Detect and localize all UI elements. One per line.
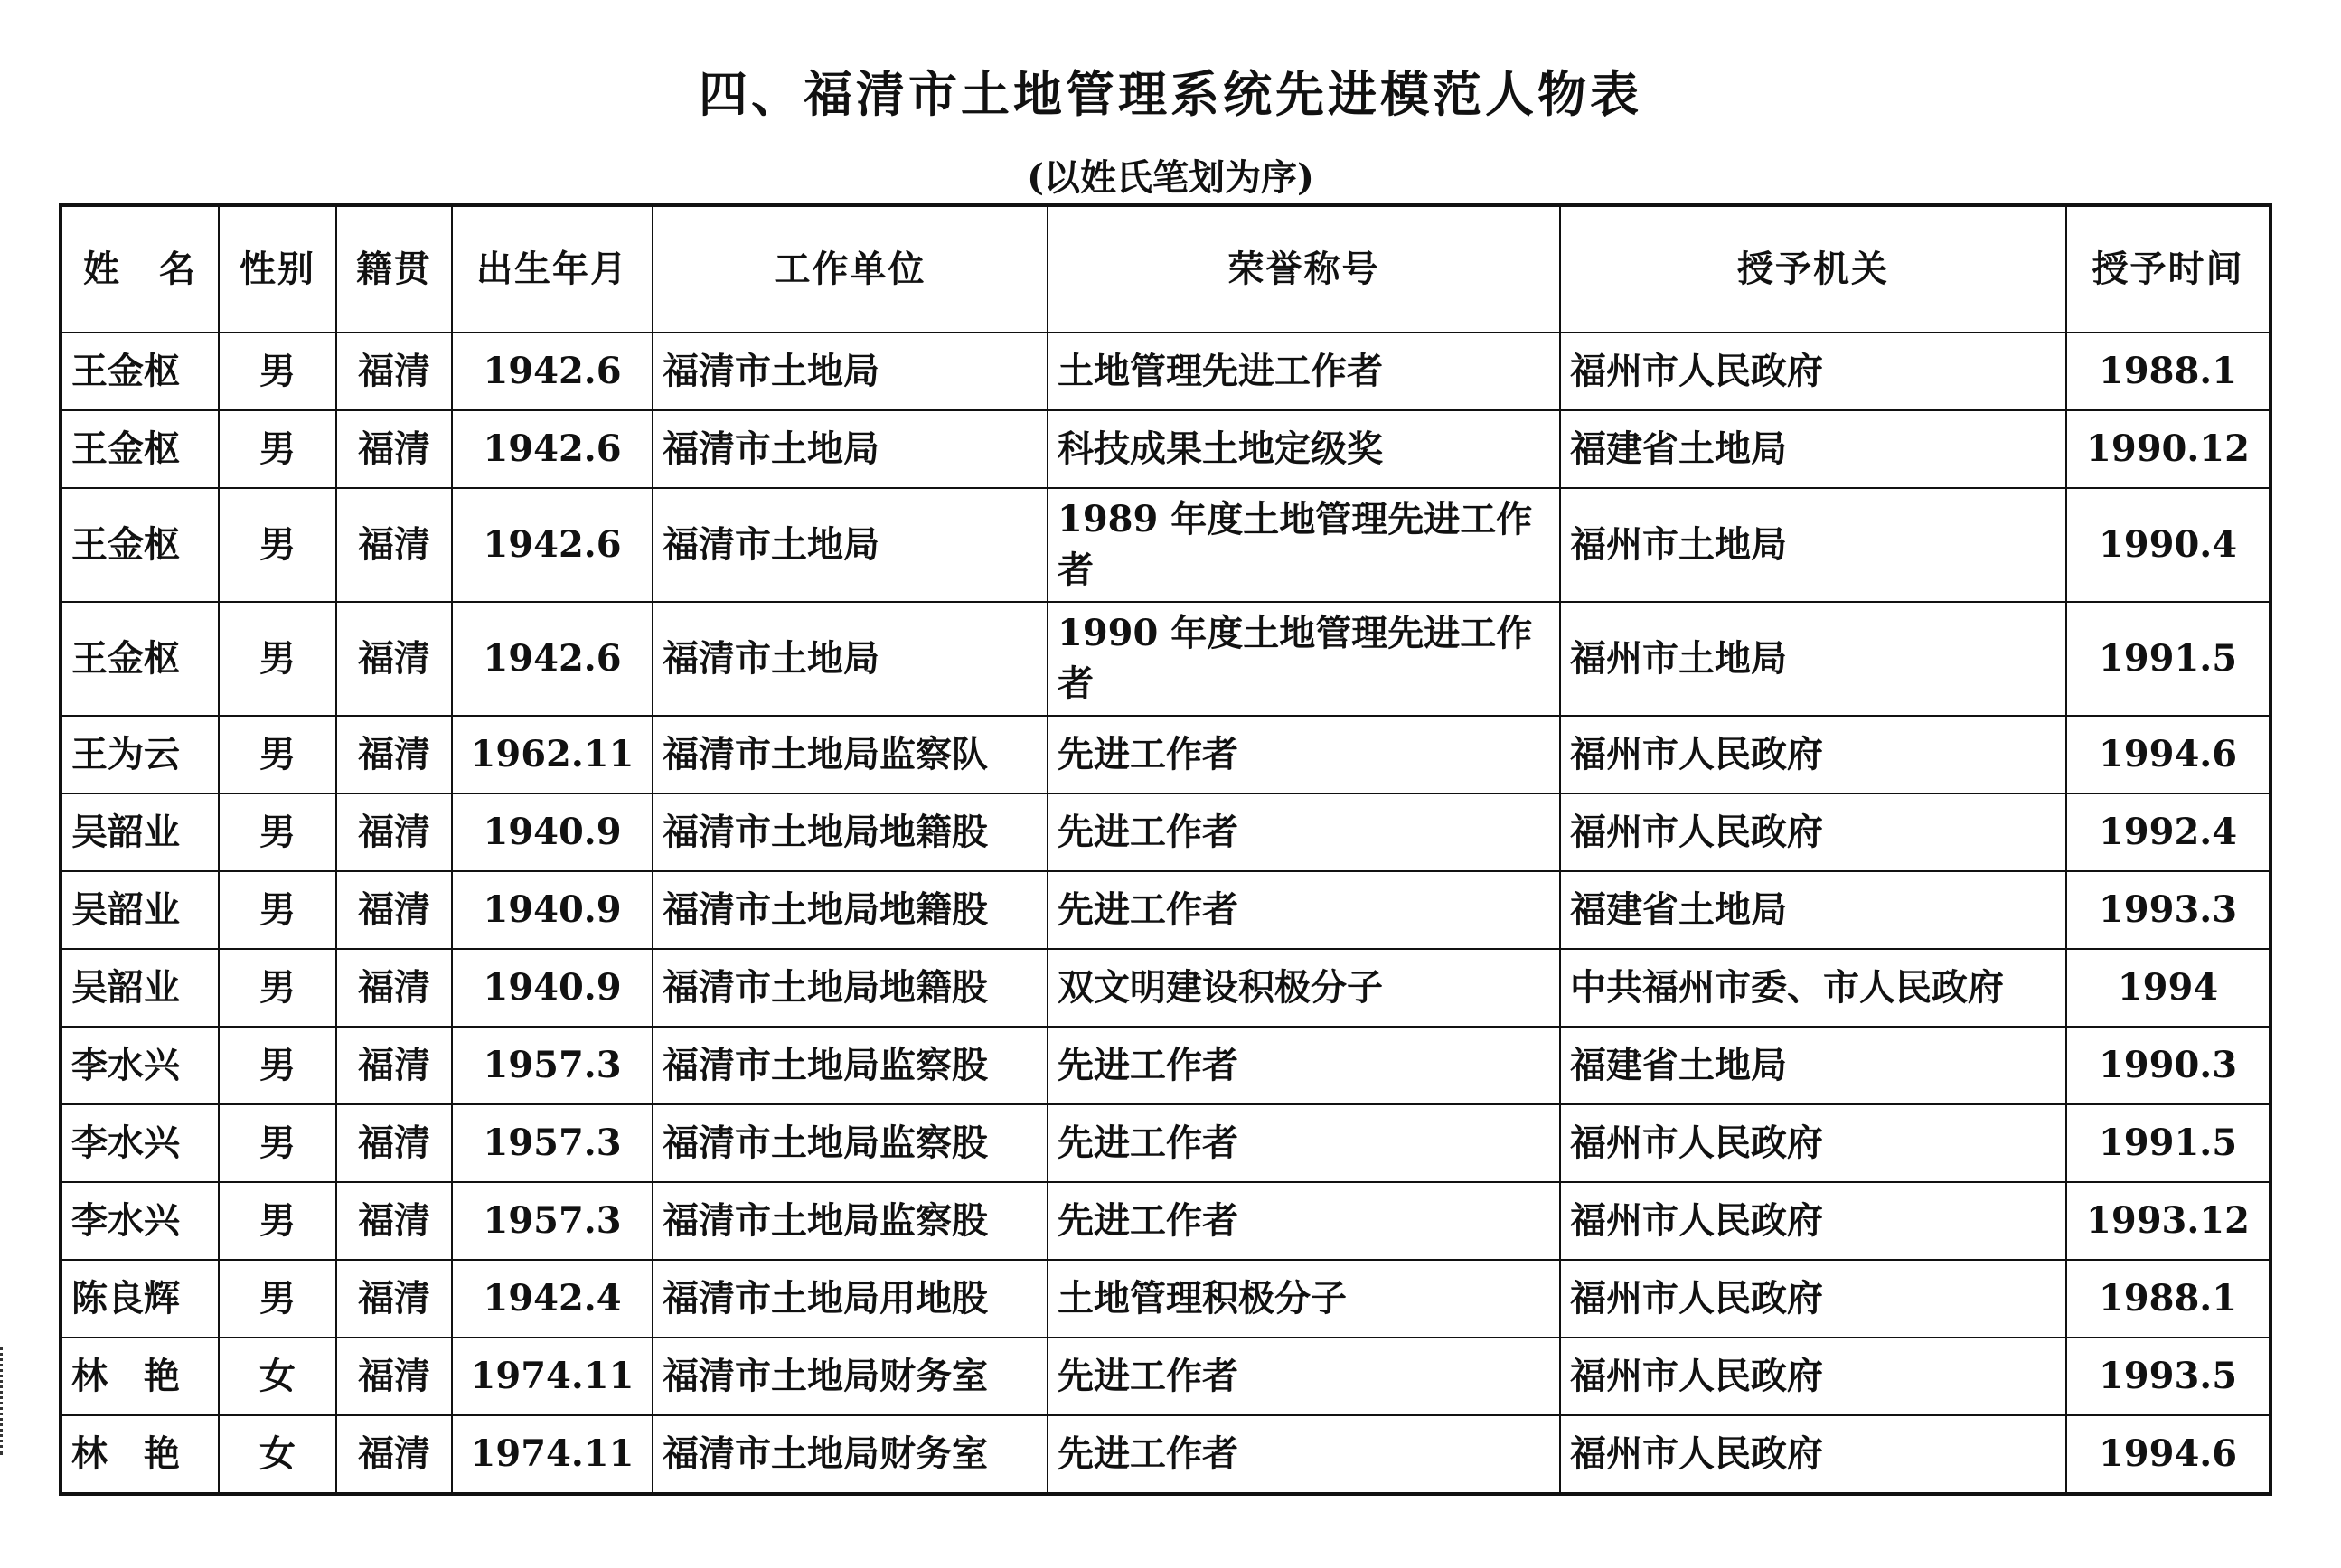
cell-native-place: 福清 [336,716,452,793]
cell-work-unit: 福清市土地局 [653,410,1048,488]
cell-native-place: 福清 [336,1338,452,1415]
cell-honor-title: 双文明建设积极分子 [1048,949,1560,1027]
table-row [61,1104,2270,1182]
cell-granting-authority: 福州市土地局 [1560,488,2066,602]
cell-granting-authority: 福州市人民政府 [1560,716,2066,793]
table-row [61,716,2270,793]
cell-honor-title: 1990 年度土地管理先进工作者 [1048,602,1560,716]
cell-granting-authority: 福州市人民政府 [1560,1415,2066,1494]
table-row [61,949,2270,1027]
cell-grant-date: 1990.4 [2066,488,2270,602]
cell-gender: 男 [219,1182,336,1260]
cell-gender: 女 [219,1338,336,1415]
cell-grant-date: 1988.1 [2066,1260,2270,1338]
cell-gender: 男 [219,716,336,793]
cell-name: 王为云 [61,716,219,793]
header-gender: 性别 [219,205,336,333]
header-native-place: 籍贯 [336,205,452,333]
table-row [61,1027,2270,1104]
cell-honor-title: 科技成果土地定级奖 [1048,410,1560,488]
cell-work-unit: 福清市土地局 [653,488,1048,602]
cell-work-unit: 福清市土地局财务室 [653,1415,1048,1494]
cell-grant-date: 1990.12 [2066,410,2270,488]
cell-work-unit: 福清市土地局监察队 [653,716,1048,793]
cell-native-place: 福清 [336,871,452,949]
cell-birth-date: 1942.6 [452,488,653,602]
header-work-unit: 工作单位 [653,205,1048,333]
cell-name: 王金枢 [61,410,219,488]
cell-gender: 男 [219,602,336,716]
cell-grant-date: 1992.4 [2066,793,2270,871]
cell-granting-authority: 福州市人民政府 [1560,1104,2066,1182]
cell-honor-title: 1989 年度土地管理先进工作者 [1048,488,1560,602]
cell-native-place: 福清 [336,1027,452,1104]
cell-work-unit: 福清市土地局地籍股 [653,871,1048,949]
table-row [61,333,2270,410]
cell-name: 林 艳 [61,1338,219,1415]
cell-name: 李水兴 [61,1027,219,1104]
cell-native-place: 福清 [336,1415,452,1494]
cell-gender: 男 [219,488,336,602]
cell-native-place: 福清 [336,333,452,410]
cell-native-place: 福清 [336,410,452,488]
cell-gender: 女 [219,1415,336,1494]
cell-native-place: 福清 [336,1182,452,1260]
cell-work-unit: 福清市土地局 [653,602,1048,716]
cell-native-place: 福清 [336,1260,452,1338]
cell-honor-title: 先进工作者 [1048,1104,1560,1182]
cell-name: 王金枢 [61,602,219,716]
page-edge-mark [0,1347,14,1455]
cell-gender: 男 [219,410,336,488]
cell-birth-date: 1974.11 [452,1338,653,1415]
cell-name: 李水兴 [61,1104,219,1182]
cell-honor-title: 先进工作者 [1048,1415,1560,1494]
cell-honor-title: 先进工作者 [1048,1338,1560,1415]
cell-birth-date: 1957.3 [452,1104,653,1182]
cell-grant-date: 1991.5 [2066,602,2270,716]
cell-grant-date: 1988.1 [2066,333,2270,410]
cell-granting-authority: 中共福州市委、市人民政府 [1560,949,2066,1027]
table-row [61,793,2270,871]
cell-grant-date: 1991.5 [2066,1104,2270,1182]
header-name: 姓 名 [61,205,219,333]
cell-gender: 男 [219,949,336,1027]
header-granting-authority: 授予机关 [1560,205,2066,333]
table-row [61,1338,2270,1415]
cell-granting-authority: 福州市人民政府 [1560,1182,2066,1260]
cell-name: 王金枢 [61,488,219,602]
cell-granting-authority: 福州市土地局 [1560,602,2066,716]
cell-grant-date: 1994 [2066,949,2270,1027]
cell-granting-authority: 福州市人民政府 [1560,793,2066,871]
table-row [61,1260,2270,1338]
cell-birth-date: 1942.4 [452,1260,653,1338]
cell-grant-date: 1993.12 [2066,1182,2270,1260]
table-row [61,488,2270,602]
cell-name: 吴韶业 [61,949,219,1027]
cell-honor-title: 土地管理积极分子 [1048,1260,1560,1338]
cell-birth-date: 1957.3 [452,1027,653,1104]
table-row [61,602,2270,716]
table-row [61,1415,2270,1494]
cell-granting-authority: 福州市人民政府 [1560,333,2066,410]
cell-grant-date: 1994.6 [2066,1415,2270,1494]
cell-work-unit: 福清市土地局监察股 [653,1182,1048,1260]
cell-work-unit: 福清市土地局地籍股 [653,949,1048,1027]
cell-honor-title: 先进工作者 [1048,871,1560,949]
cell-gender: 男 [219,333,336,410]
cell-birth-date: 1940.9 [452,793,653,871]
cell-birth-date: 1957.3 [452,1182,653,1260]
cell-work-unit: 福清市土地局监察股 [653,1104,1048,1182]
cell-honor-title: 先进工作者 [1048,1027,1560,1104]
cell-name: 王金枢 [61,333,219,410]
table-row [61,1182,2270,1260]
cell-birth-date: 1962.11 [452,716,653,793]
cell-granting-authority: 福州市人民政府 [1560,1338,2066,1415]
cell-grant-date: 1990.3 [2066,1027,2270,1104]
cell-birth-date: 1942.6 [452,602,653,716]
cell-work-unit: 福清市土地局监察股 [653,1027,1048,1104]
cell-native-place: 福清 [336,488,452,602]
cell-work-unit: 福清市土地局 [653,333,1048,410]
cell-gender: 男 [219,793,336,871]
cell-work-unit: 福清市土地局地籍股 [653,793,1048,871]
cell-honor-title: 土地管理先进工作者 [1048,333,1560,410]
cell-gender: 男 [219,1104,336,1182]
cell-honor-title: 先进工作者 [1048,793,1560,871]
cell-gender: 男 [219,871,336,949]
cell-work-unit: 福清市土地局财务室 [653,1338,1048,1415]
cell-honor-title: 先进工作者 [1048,1182,1560,1260]
cell-granting-authority: 福建省土地局 [1560,410,2066,488]
cell-name: 吴韶业 [61,871,219,949]
cell-name: 林 艳 [61,1415,219,1494]
header-birth-date: 出生年月 [452,205,653,333]
table-header-row [61,205,2270,333]
cell-grant-date: 1993.5 [2066,1338,2270,1415]
table-row [61,871,2270,949]
cell-native-place: 福清 [336,949,452,1027]
cell-birth-date: 1940.9 [452,871,653,949]
cell-granting-authority: 福建省土地局 [1560,1027,2066,1104]
cell-birth-date: 1974.11 [452,1415,653,1494]
cell-grant-date: 1993.3 [2066,871,2270,949]
page-title: 四、福清市土地管理系统先进模范人物表 [699,65,1642,123]
header-honor-title: 荣誉称号 [1048,205,1560,333]
cell-native-place: 福清 [336,1104,452,1182]
cell-name: 陈良辉 [61,1260,219,1338]
cell-honor-title: 先进工作者 [1048,716,1560,793]
cell-grant-date: 1994.6 [2066,716,2270,793]
cell-native-place: 福清 [336,602,452,716]
cell-gender: 男 [219,1260,336,1338]
cell-granting-authority: 福州市人民政府 [1560,1260,2066,1338]
cell-work-unit: 福清市土地局用地股 [653,1260,1048,1338]
cell-birth-date: 1942.6 [452,333,653,410]
cell-name: 吴韶业 [61,793,219,871]
cell-gender: 男 [219,1027,336,1104]
cell-name: 李水兴 [61,1182,219,1260]
cell-birth-date: 1940.9 [452,949,653,1027]
honors-table [59,203,2272,1496]
cell-granting-authority: 福建省土地局 [1560,871,2066,949]
header-grant-date: 授予时间 [2066,205,2270,333]
table-row [61,410,2270,488]
page-subtitle: (以姓氏笔划为序) [1027,156,1314,199]
cell-birth-date: 1942.6 [452,410,653,488]
cell-native-place: 福清 [336,793,452,871]
